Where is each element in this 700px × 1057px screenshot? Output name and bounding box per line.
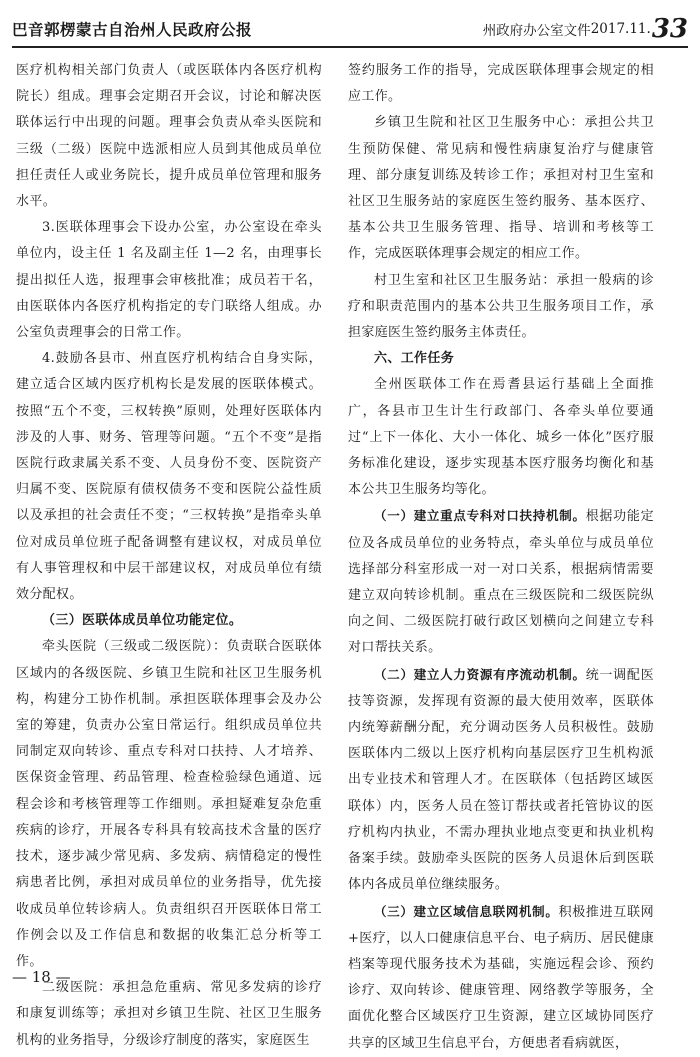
body-paragraph xyxy=(348,268,654,347)
paragraph-text: 3.医联体理事会下设办公室，办公室设在牵头单位内，设主任 1 名及副主任 1—2 名，由理事长提出拟任人选，报理事会审核批准；成员若干名，由医联体内各医疗机构指定的专门联络人组成。办公室负责理事会的日常工作。 xyxy=(16,220,322,341)
header-right xyxy=(483,16,688,42)
inline-subheading: （三）建立区域信息联网机制。 xyxy=(374,903,559,919)
body-paragraph xyxy=(348,899,654,1057)
page-header xyxy=(12,12,688,48)
issue-date: 2017.11. xyxy=(590,21,651,37)
right-text-column xyxy=(348,58,654,1057)
body-paragraph xyxy=(16,346,322,608)
paragraph-text: 根据功能定位及各成员单位的业务特点，牵头单位与成员单位选择部分科室形成一对一对口关系，根据病情需要建立双向转诊机制。重点在三级医院和二级医院纵向之间、二级医院打破行政区划横向之间建立专科对口帮扶关系。 xyxy=(348,509,654,656)
document-type: 州政府办公室文件 xyxy=(482,23,591,39)
paragraph-text: 签约服务工作的指导，完成医联体理事会规定的相应工作。 xyxy=(348,63,654,105)
inline-subheading: （二）建立人力资源有序流动机制。 xyxy=(374,666,586,682)
body-paragraph xyxy=(16,215,322,346)
body-paragraph xyxy=(348,503,654,661)
paragraph-text: 全州医联体工作在焉耆县运行基础上全面推广，各县市卫生计生行政部门、各牵头单位要通过“上下一体化、大小一体化、城乡一体化”医疗服务标准化建设，逐步实现基本医疗服务均衡化和基本公共卫生服务均等化。 xyxy=(348,377,654,498)
publication-title: 巴音郭楞蒙古自治州人民政府公报 xyxy=(12,21,253,39)
paragraph-text: 村卫生室和社区卫生服务站：承担一般病的诊疗和职责范围内的基本公共卫生服务项目工作，承担家庭医生签约服务主体责任。 xyxy=(348,272,654,341)
paragraph-text: 4.鼓励各县市、州直医疗机构结合自身实际，建立适合区域内医疗机构长是发展的医联体模式。按照“五个不变，三权转换”原则，处理好医联体内涉及的人事、财务、管理等问题。“五个不变”是指医院行政隶属关系不变、人员身份不变、医院资产归属不变、医院原有债权债务不变和医院公益性质以及承担的社会责任不变；“三权转换”是指牵头单位对成员单位班子配备调整有建议权，对成员单位有人事管理权和中层干部建议权，对成员单位有绩效分配权。 xyxy=(16,351,322,603)
paragraph-text: 统一调配医技等资源，发挥现有资源的最大使用效率，医联体内统筹薪酬分配，充分调动医务人员积极性。鼓励医联体内二级以上医疗机构向基层医疗卫生机构派出专业技术和管理人才。在医联体（包括跨区域医联体）内，医务人员在签订帮扶或者托管协议的医疗机构内执业，不需办理执业地点变更和执业机构备案手续。鼓励牵头医院的医务人员退休后到医联体内各成员单位继续服务。 xyxy=(348,667,654,893)
section-heading xyxy=(348,346,654,372)
page-footer-number: — 18 — xyxy=(12,968,71,986)
inline-subheading: （一）建立重点专科对口扶持机制。 xyxy=(374,508,586,524)
paragraph-text: 牵头医院（三级或二级医院）：负责联合医联体区域内的各级医院、乡镇卫生院和社区卫生服务机构，构建分工协作机制。承担医联体理事会及办公室的筹建，负责办公室日常运行。组织成员单位共同制定双向转诊、重点专科对口扶持、人才培养、医保资金管理、药品管理、检查检验绿色通道、远程会诊和考核管理等工作细则。承担疑难复杂危重疾病的诊疗，开展各专科具有较高技术含量的医疗技术，逐步减少常见病、多发病、病情稳定的慢性病患者比例，承担对成员单位的业务指导，优先接收成员单位转诊病人。负责组织召开医联体日常工作例会以及工作信息和数据的收集汇总分析等工作。 xyxy=(16,639,322,969)
body-paragraph xyxy=(348,662,654,899)
paragraph-text: 医疗机构相关部门负责人（或医联体内各医疗机构院长）组成。理事会定期召开会议，讨论和解决医联体运行中出现的问题。理事会负责从牵头医院和三级（二级）医院中选派相应人员到其他成员单位担任责任人或业务院长，提升成员单位管理和服务水平。 xyxy=(16,63,322,210)
paragraph-text: 乡镇卫生院和社区卫生服务中心：承担公共卫生预防保健、常见病和慢性病康复治疗与健康管理、部分康复训练及转诊工作；承担对村卫生室和社区卫生服务站的家庭医生签约服务、基本医疗、基本公共卫生服务管理、指导、培训和考核等工作，完成医联体理事会规定的相应工作。 xyxy=(348,115,654,262)
section-heading xyxy=(16,608,322,634)
body-paragraph xyxy=(16,58,322,215)
paragraph-text: 六、工作任务 xyxy=(374,351,455,367)
body-paragraph xyxy=(348,110,654,267)
body-paragraph xyxy=(16,634,322,975)
body-paragraph xyxy=(348,58,654,110)
body-paragraph xyxy=(348,372,654,503)
paragraph-text: （三）医联体成员单位功能定位。 xyxy=(42,613,243,629)
paragraph-text: 积极推进互联网+医疗，以人口健康信息平台、电子病历、居民健康档案等现代服务技术为基础，实施远程会诊、预约诊疗、双向转诊、健康管理、网络教学等服务，全面优化整合区域医疗卫生资源，建立区域协同医疗共享的区域卫生信息平台，方便患者看病就医， xyxy=(348,904,655,1051)
paragraph-text: 二级医院：承担急危重病、常见多发病的诊疗和康复训练等；承担对乡镇卫生院、社区卫生服务机构的业务指导，分级诊疗制度的落实，家庭医生 xyxy=(16,980,322,1048)
left-text-column xyxy=(16,58,322,1054)
journal-page-number: 33 xyxy=(651,14,688,44)
body-paragraph xyxy=(16,975,322,1054)
